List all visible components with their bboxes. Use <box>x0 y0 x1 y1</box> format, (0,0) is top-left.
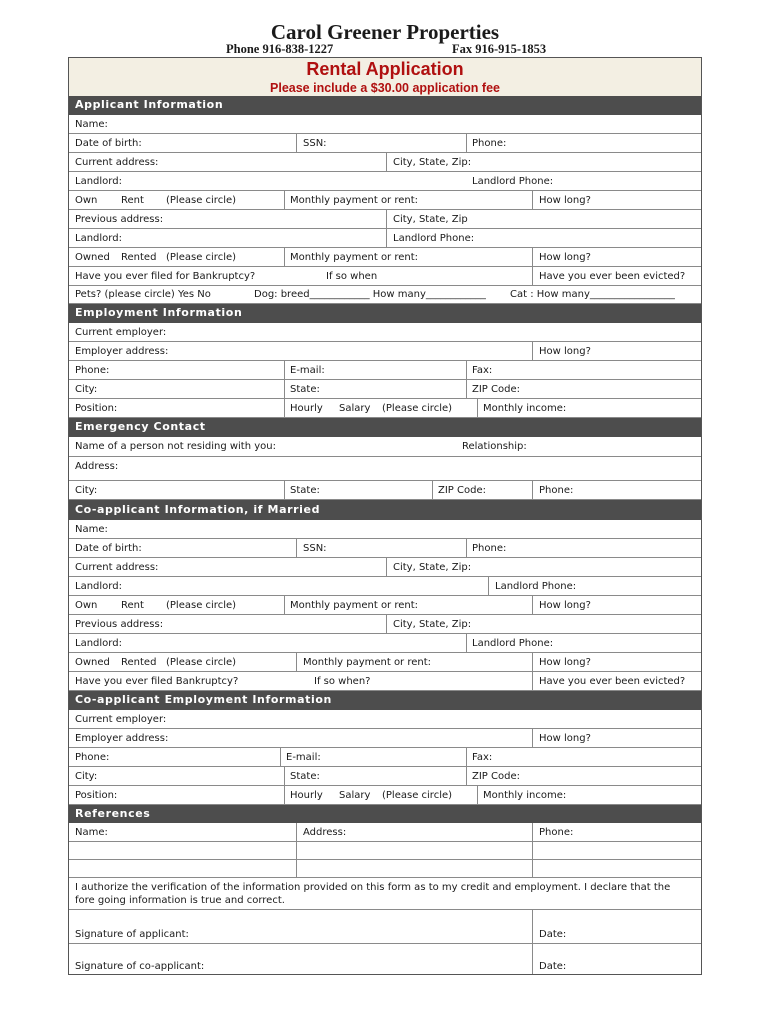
divider <box>284 248 285 267</box>
emergency-zip-label: ZIP Code: <box>438 485 486 496</box>
applicant-how-long-label: How long? <box>539 195 591 206</box>
coapplicant-rented-option[interactable]: Rented <box>121 657 157 668</box>
coapplicant-monthly-2-label: Monthly payment or rent: <box>303 657 432 668</box>
applicant-how-long-2-label: How long? <box>539 252 591 263</box>
authorization-row <box>69 878 701 910</box>
employment-zip-label: ZIP Code: <box>472 384 520 395</box>
employment-phone-row[interactable] <box>69 361 701 380</box>
coapplicant-current-address-row[interactable] <box>69 558 701 577</box>
emergency-address-label: Address: <box>75 461 119 472</box>
coemployment-address-label: Employer address: <box>75 733 169 744</box>
applicant-if-so-when-label: If so when <box>326 271 378 282</box>
divider <box>532 729 533 748</box>
divider <box>532 248 533 267</box>
references-address-header: Address: <box>303 827 347 838</box>
divider <box>532 910 533 944</box>
coapplicant-city-state-zip-2-label: City, State, Zip: <box>393 619 472 630</box>
applicant-pets-label: Pets? (please circle) Yes No <box>75 289 211 300</box>
signature-applicant-label: Signature of applicant: <box>75 929 189 940</box>
signature-applicant-date-label: Date: <box>539 929 567 940</box>
divider <box>532 823 533 842</box>
signature-coapplicant-row[interactable] <box>69 944 701 974</box>
applicant-ssn-label: SSN: <box>303 138 327 149</box>
divider <box>296 653 297 672</box>
coapplicant-previous-address-label: Previous address: <box>75 619 164 630</box>
applicant-landlord-row[interactable] <box>69 172 701 191</box>
signature-coapplicant-label: Signature of co-applicant: <box>75 961 205 972</box>
authorization-text: I authorize the verification of the information provided on this form as to my credit and employment. I declare that the fore going information is true and correct. <box>75 882 671 906</box>
coapplicant-name-label: Name: <box>75 524 108 535</box>
coemployment-how-long-label: How long? <box>539 733 591 744</box>
rental-application-form <box>68 57 702 975</box>
divider <box>532 342 533 361</box>
coemployment-state-label: State: <box>290 771 320 782</box>
please-circle-note: (Please circle) <box>382 403 453 414</box>
coapplicant-owned-rented-row[interactable] <box>69 653 701 672</box>
applicant-owned-option[interactable]: Owned <box>75 252 110 263</box>
divider <box>296 134 297 153</box>
please-circle-note: (Please circle) <box>166 600 237 611</box>
divider <box>466 134 467 153</box>
divider <box>296 842 297 860</box>
references-phone-header: Phone: <box>539 827 574 838</box>
coapplicant-current-address-label: Current address: <box>75 562 159 573</box>
coapplicant-landlord-phone-label: Landlord Phone: <box>495 581 577 592</box>
section-applicant-information: Applicant Information <box>69 96 701 115</box>
coapplicant-landlord-phone-2-label: Landlord Phone: <box>472 638 554 649</box>
applicant-current-address-label: Current address: <box>75 157 159 168</box>
coapplicant-previous-address-row[interactable] <box>69 615 701 634</box>
applicant-previous-address-row[interactable] <box>69 210 701 229</box>
signature-applicant-row[interactable] <box>69 910 701 944</box>
divider <box>280 748 281 767</box>
coapplicant-how-long-2-label: How long? <box>539 657 591 668</box>
divider <box>284 191 285 210</box>
applicant-bankruptcy-label: Have you ever filed for Bankruptcy? <box>75 271 256 282</box>
divider <box>466 634 467 653</box>
applicant-monthly-label: Monthly payment or rent: <box>290 195 419 206</box>
coapplicant-how-long-label: How long? <box>539 600 591 611</box>
coapplicant-name-row[interactable] <box>69 520 701 539</box>
coemployment-city-row[interactable] <box>69 767 701 786</box>
section-emergency-contact: Emergency Contact <box>69 418 701 437</box>
divider <box>432 481 433 500</box>
coemployment-position-row[interactable] <box>69 786 701 805</box>
applicant-rent-option[interactable]: Rent <box>121 195 144 206</box>
coemployment-zip-label: ZIP Code: <box>472 771 520 782</box>
divider <box>532 191 533 210</box>
divider <box>532 944 533 974</box>
employment-city-row[interactable] <box>69 380 701 399</box>
coapplicant-landlord-row[interactable] <box>69 577 701 596</box>
please-circle-note: (Please circle) <box>382 790 453 801</box>
employment-monthly-income-label: Monthly income: <box>483 403 567 414</box>
emergency-relationship-label: Relationship: <box>462 441 527 452</box>
coemployment-address-row[interactable] <box>69 729 701 748</box>
emergency-name-label: Name of a person not residing with you: <box>75 441 276 452</box>
employment-phone-label: Phone: <box>75 365 110 376</box>
employment-position-label: Position: <box>75 403 118 414</box>
applicant-landlord-phone-label: Landlord Phone: <box>472 176 554 187</box>
emergency-phone-label: Phone: <box>539 485 574 496</box>
applicant-phone-label: Phone: <box>472 138 507 149</box>
coapplicant-landlord-2-row[interactable] <box>69 634 701 653</box>
coapplicant-owned-option[interactable]: Owned <box>75 657 110 668</box>
form-title-box <box>69 58 701 97</box>
divider <box>386 210 387 229</box>
divider <box>284 767 285 786</box>
divider <box>532 860 533 878</box>
employment-current-employer-label: Current employer: <box>75 327 167 338</box>
coapplicant-ssn-label: SSN: <box>303 543 327 554</box>
applicant-landlord-phone-2-label: Landlord Phone: <box>393 233 475 244</box>
divider <box>466 539 467 558</box>
please-circle-note: (Please circle) <box>166 657 237 668</box>
references-name-header: Name: <box>75 827 108 838</box>
employment-address-row[interactable] <box>69 342 701 361</box>
emergency-address-row[interactable] <box>69 457 701 481</box>
divider <box>284 596 285 615</box>
applicant-city-state-zip-2-label: City, State, Zip <box>393 214 468 225</box>
applicant-city-state-zip-label: City, State, Zip: <box>393 157 472 168</box>
emergency-state-label: State: <box>290 485 320 496</box>
divider <box>532 596 533 615</box>
coapplicant-evicted-label: Have you ever been evicted? <box>539 676 686 687</box>
applicant-cat-label: Cat : How many_________________ <box>510 289 675 300</box>
divider <box>488 577 489 596</box>
divider <box>284 481 285 500</box>
employment-address-label: Employer address: <box>75 346 169 357</box>
divider <box>532 842 533 860</box>
coapplicant-landlord-2-label: Landlord: <box>75 638 122 649</box>
divider <box>477 399 478 418</box>
applicant-evicted-label: Have you ever been evicted? <box>539 271 686 282</box>
coemployment-email-label: E-mail: <box>286 752 321 763</box>
employment-hourly-option[interactable]: Hourly <box>290 403 323 414</box>
coapplicant-phone-label: Phone: <box>472 543 507 554</box>
applicant-own-rent-row[interactable] <box>69 191 701 210</box>
employment-email-label: E-mail: <box>290 365 325 376</box>
divider <box>532 267 533 286</box>
coapplicant-bankruptcy-row[interactable] <box>69 672 701 691</box>
applicant-pets-row[interactable] <box>69 286 701 304</box>
coapplicant-rent-option[interactable]: Rent <box>121 600 144 611</box>
employment-position-row[interactable] <box>69 399 701 418</box>
divider <box>284 786 285 805</box>
company-phone: Phone 916-838-1227 <box>226 42 334 56</box>
divider <box>386 229 387 248</box>
employment-fax-label: Fax: <box>472 365 493 376</box>
divider <box>532 672 533 691</box>
coemployment-monthly-income-label: Monthly income: <box>483 790 567 801</box>
section-coapplicant-information: Co-applicant Information, if Married <box>69 500 701 520</box>
coapplicant-dob-label: Date of birth: <box>75 543 142 554</box>
signature-coapplicant-date-label: Date: <box>539 961 567 972</box>
divider <box>477 786 478 805</box>
applicant-name-row[interactable] <box>69 115 701 134</box>
references-row[interactable] <box>69 860 701 878</box>
coemployment-current-employer-row[interactable] <box>69 710 701 729</box>
applicant-own-option[interactable]: Own <box>75 195 98 206</box>
divider <box>466 380 467 399</box>
applicant-rented-option[interactable]: Rented <box>121 252 157 263</box>
applicant-name-label: Name: <box>75 119 108 130</box>
coemployment-position-label: Position: <box>75 790 118 801</box>
applicant-owned-rented-row[interactable] <box>69 248 701 267</box>
section-references: References <box>69 805 701 823</box>
divider <box>386 153 387 172</box>
divider <box>532 481 533 500</box>
applicant-dob-label: Date of birth: <box>75 138 142 149</box>
coapplicant-bankruptcy-label: Have you ever filed Bankruptcy? <box>75 676 239 687</box>
coapplicant-landlord-label: Landlord: <box>75 581 122 592</box>
employment-how-long-label: How long? <box>539 346 591 357</box>
divider <box>466 767 467 786</box>
coemployment-phone-label: Phone: <box>75 752 110 763</box>
divider <box>284 380 285 399</box>
divider <box>466 748 467 767</box>
company-fax: Fax 916-915-1853 <box>452 42 547 56</box>
divider <box>296 823 297 842</box>
coemployment-hourly-option[interactable]: Hourly <box>290 790 323 801</box>
coemployment-fax-label: Fax: <box>472 752 493 763</box>
applicant-landlord-2-row[interactable] <box>69 229 701 248</box>
applicant-previous-address-label: Previous address: <box>75 214 164 225</box>
divider <box>466 361 467 380</box>
coemployment-phone-row[interactable] <box>69 748 701 767</box>
applicant-landlord-2-label: Landlord: <box>75 233 122 244</box>
coemployment-salary-option[interactable]: Salary <box>339 790 371 801</box>
references-row[interactable] <box>69 842 701 860</box>
company-name: Carol Greener Properties <box>270 20 500 44</box>
divider <box>296 860 297 878</box>
please-circle-note: (Please circle) <box>166 195 237 206</box>
applicant-bankruptcy-row[interactable] <box>69 267 701 286</box>
divider <box>284 361 285 380</box>
section-coapplicant-employment: Co-applicant Employment Information <box>69 691 701 710</box>
employment-city-label: City: <box>75 384 98 395</box>
references-header-row <box>69 823 701 842</box>
applicant-dog-label: Dog: breed____________ How many____________ <box>254 289 486 300</box>
coapplicant-if-so-when-label: If so when? <box>314 676 371 687</box>
coapplicant-own-option[interactable]: Own <box>75 600 98 611</box>
employment-current-employer-row[interactable] <box>69 323 701 342</box>
applicant-landlord-label: Landlord: <box>75 176 122 187</box>
form-subtitle: Please include a $30.00 application fee <box>270 81 500 95</box>
coapplicant-dob-row[interactable] <box>69 539 701 558</box>
section-employment-information: Employment Information <box>69 304 701 323</box>
emergency-city-label: City: <box>75 485 98 496</box>
employment-state-label: State: <box>290 384 320 395</box>
divider <box>532 653 533 672</box>
coemployment-current-employer-label: Current employer: <box>75 714 167 725</box>
coapplicant-own-rent-row[interactable] <box>69 596 701 615</box>
divider <box>296 539 297 558</box>
employment-salary-option[interactable]: Salary <box>339 403 371 414</box>
coapplicant-city-state-zip-label: City, State, Zip: <box>393 562 472 573</box>
please-circle-note: (Please circle) <box>166 252 237 263</box>
coemployment-city-label: City: <box>75 771 98 782</box>
emergency-city-row[interactable] <box>69 481 701 500</box>
applicant-current-address-row[interactable] <box>69 153 701 172</box>
form-title: Rental Application <box>306 59 464 79</box>
divider <box>284 399 285 418</box>
applicant-dob-row[interactable] <box>69 134 701 153</box>
emergency-name-row[interactable] <box>69 437 701 457</box>
coapplicant-monthly-label: Monthly payment or rent: <box>290 600 419 611</box>
applicant-monthly-2-label: Monthly payment or rent: <box>290 252 419 263</box>
divider <box>386 558 387 577</box>
divider <box>386 615 387 634</box>
